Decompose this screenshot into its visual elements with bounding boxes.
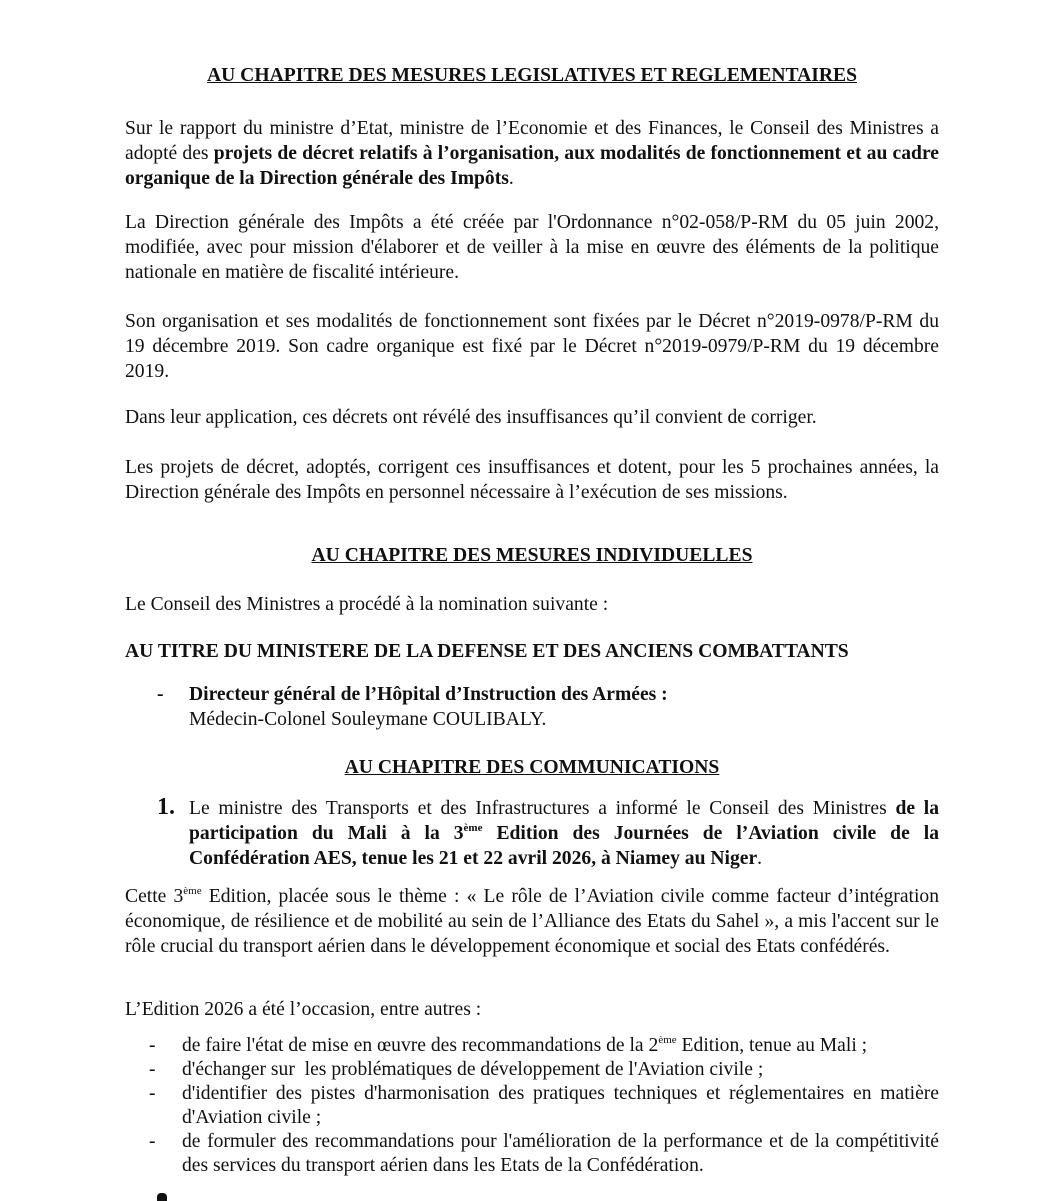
list-item [125, 1034, 939, 1058]
section-heading-legislative: AU CHAPITRE DES MESURES LEGISLATIVES ET REGLEMENTAIRES [206, 65, 858, 86]
list-dash: - [149, 1131, 156, 1152]
list-dash: - [149, 1035, 156, 1056]
bold-text: Edition des Journées de l’Aviation civile de la Confédération AES, tenue les 21 et 22 avril 2026, à Niamey au Niger [189, 823, 939, 869]
item-number: 1. [157, 794, 175, 820]
list-item-text: d'identifier des pistes d'harmonisation des pratiques techniques et réglementaires en matière d'Aviation civile ; [182, 1083, 939, 1128]
paragraph-insufficiencies: Dans leur application, ces décrets ont révélé des insuffisances qu’il convient de corriger. [125, 407, 817, 428]
list-text: de faire l'état de mise en œuvre des recommandations de la 2 [182, 1035, 659, 1056]
paragraph-dgi-creation: La Direction générale des Impôts a été créée par l'Ordonnance n°02-058/P-RM du 05 juin 2002, modifiée, avec pour mission d'élaborer et de veiller à la mise en œuvre des éléments de la politique nationale en matière de fiscalité intérieure. [125, 212, 939, 283]
superscript: ème [463, 822, 483, 834]
paragraph-corrections: Les projets de décret, adoptés, corrigent ces insuffisances et dotent, pour les 5 prochaines années, la Direction générale des Impôts en personnel nécessaire à l’exécution de ses missions. [125, 457, 939, 503]
communication-item-1-text [189, 796, 939, 871]
nomination-item [125, 682, 1003, 732]
paragraph-end: . [757, 848, 763, 869]
paragraph-text: Sur le rapport du ministre d’Etat, ministre de l’Economie et des Finances, le Conseil des Ministres a adopté des [125, 118, 939, 164]
section-heading-communications: AU CHAPITRE DES COMMUNICATIONS [344, 757, 720, 778]
list-item-text: de formuler des recommandations pour l'amélioration de la performance et de la compétitivité des services du transport aérien dans les Etats de la Confédération. [182, 1131, 939, 1176]
paragraph-end: . [508, 168, 514, 189]
paragraph-text: Le ministre des Transports et des Infrastructures a informé le Conseil des Ministres [189, 798, 896, 819]
list-item [125, 1130, 939, 1178]
nomination-position: Directeur général de l’Hôpital d’Instruction des Armées : [189, 684, 668, 705]
ministry-title: AU TITRE DU MINISTERE DE LA DEFENSE ET DES ANCIENS COMBATTANTS [125, 641, 849, 662]
paragraph-organisation-decrees: Son organisation et ses modalités de fonctionnement sont fixées par le Décret n°2019-0978/P-RM du 19 décembre 2019. Son cadre organique est fixé par le Décret n°2019-0979/P-RM du 19 décembre 2019. [125, 311, 939, 382]
paragraph-theme [125, 884, 939, 959]
list-item [125, 1058, 939, 1082]
list-item-text: d'échanger sur les problématiques de développement de l'Aviation civile ; [182, 1059, 764, 1080]
paragraph-text: Cette 3 [125, 886, 184, 907]
paragraph-text: Edition, placée sous le thème : « Le rôle de l’Aviation civile comme facteur d’intégration économique, de résilience et de mobilité au sein de l’Alliance des Etats du Sahel », a mis l'accent sur le rôle crucial du transport aérien dans le développement économique et social des Etats confédérés. [125, 886, 940, 957]
section-heading-individual: AU CHAPITRE DES MESURES INDIVIDUELLES [311, 545, 753, 566]
list-text: Edition, tenue au Mali ; [676, 1035, 868, 1056]
objectives-list [125, 1034, 939, 1178]
bold-text: de la participation du Mali à la 3 [189, 798, 940, 844]
list-item-text [182, 1035, 867, 1056]
paragraph-occasion: L’Edition 2026 a été l’occasion, entre autres : [125, 999, 482, 1020]
communication-item-1 [125, 796, 939, 871]
nomination-person: Médecin-Colonel Souleymane COULIBALY. [189, 709, 547, 730]
list-dash: - [149, 1083, 156, 1104]
decree-subject-bold: projets de décret relatifs à l’organisation, aux modalités de fonctionnement et au cadre organique de la Direction générale des Impôts [125, 143, 939, 189]
paragraph-decree-adoption [125, 116, 939, 191]
superscript: ème [183, 885, 202, 897]
list-item [125, 1082, 939, 1130]
list-dash: - [157, 684, 164, 705]
paragraph-nomination-intro: Le Conseil des Ministres a procédé à la nomination suivante : [125, 594, 609, 615]
list-dash: - [149, 1059, 156, 1080]
superscript: ème [658, 1034, 677, 1046]
